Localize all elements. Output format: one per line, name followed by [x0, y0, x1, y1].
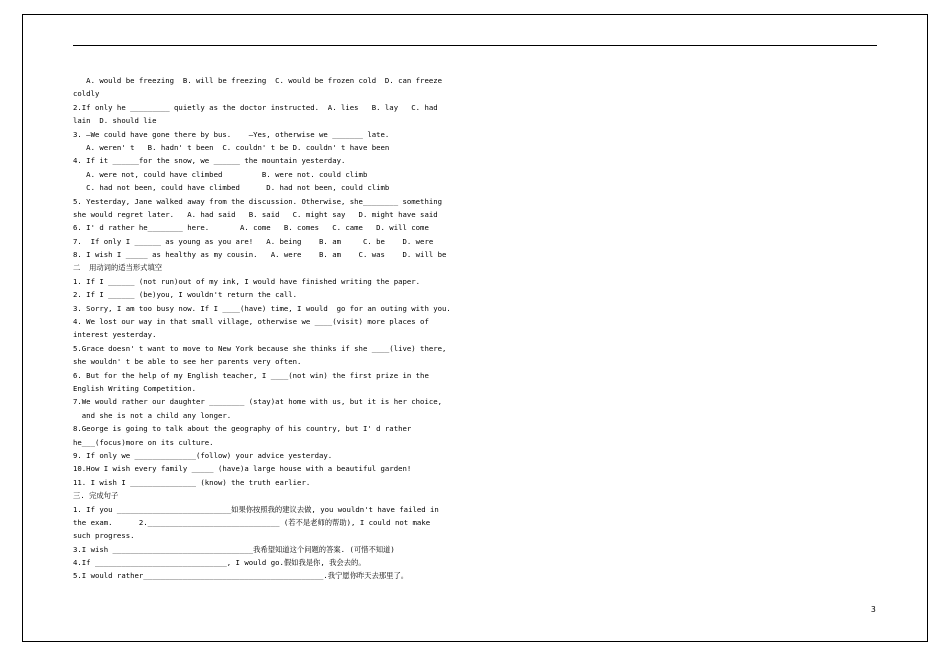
text-line: 三. 完成句子 [73, 491, 119, 501]
text-line: lain D. should lie [73, 116, 157, 126]
text-line: 4. If it ______for the snow, we ______ the mountain yesterday. [73, 156, 346, 166]
text-line: 8.George is going to talk about the geography of his country, but I' d rather [73, 424, 412, 434]
text-line: A. would be freezing B. will be freezing C. would be frozen cold D. can freeze [73, 76, 443, 85]
text-line: 7. If only I ______ as young as you are! A. being B. am C. be D. were [73, 236, 434, 246]
text-line: 3. —We could have gone there by bus. —Yes, otherwise we _______ late. [73, 129, 390, 139]
text-line: 7.We would rather our daughter ________ (stay)at home with us, but it is her choice, [73, 397, 443, 407]
text-line: she would regret later. A. had said B. said C. might say D. might have said [73, 209, 438, 219]
text-line: 3. Sorry, I am too busy now. If I ____(have) time, I would go for an outing with you. [73, 303, 451, 313]
text-line: 5. Yesterday, Jane walked away from the discussion. Otherwise, she________ something [73, 196, 443, 206]
text-line: 5.I would rather_________________________________________.我宁愿你昨天去那里了。 [73, 571, 409, 581]
text-line: C. had not been, could have climbed D. had not been, could climb [73, 183, 390, 193]
text-line: A. were not, could have climbed B. were not. could climb [73, 169, 368, 179]
text-line: 2.If only he _________ quietly as the doctor instructed. A. lies B. lay C. had [73, 102, 438, 112]
text-line: 4.If ______________________________, I would go.假如我是你, 我会去的。 [73, 558, 366, 568]
text-line: 6. But for the help of my English teacher, I ____(not win) the first prize in the [73, 370, 429, 380]
text-line: 3.I wish ________________________________我希望知道这个问题的答案. (可惜不知道) [73, 544, 395, 554]
text-line: 1. If I ______ (not run)out of my ink, I would have finished writing the paper. [73, 276, 421, 286]
text-line: 1. If you __________________________如果你按照我的建议去做, you wouldn't have failed in [73, 504, 439, 514]
text-line: 二 用动词的适当形式填空 [73, 263, 163, 273]
text-line: and she is not a child any longer. [73, 410, 232, 420]
text-line: he___(focus)more on its culture. [73, 437, 214, 447]
text-line: 2. If I ______ (be)you, I wouldn't return the call. [73, 290, 298, 300]
text-line: 9. If only we ______________(follow) your advice yesterday. [73, 450, 333, 460]
text-line: 6. I' d rather he________ here. A. come B. comes C. came D. will come [73, 223, 429, 233]
text-line: 4. We lost our way in that small village, otherwise we ____(visit) more places of [73, 317, 429, 327]
text-line: 10.How I wish every family _____ (have)a large house with a beautiful garden! [73, 464, 412, 474]
text-line: she wouldn' t be able to see her parents very often. [73, 357, 302, 367]
text-line: such progress. [73, 531, 135, 541]
text-line: English Writing Competition. [73, 383, 197, 393]
document-body [73, 74, 473, 583]
text-line: A. weren' t B. hadn' t been C. couldn' t be D. couldn' t have been [73, 142, 390, 152]
text-line: interest yesterday. [73, 330, 157, 340]
text-line: the exam. 2.______________________________ (若不是老师的帮助), I could not make [73, 517, 431, 527]
header-rule [73, 45, 877, 46]
text-line: 5.Grace doesn' t want to move to New York because she thinks if she ____(live) there, [73, 343, 447, 353]
page-number: 3 [871, 605, 876, 614]
text-line: 8. I wish I _____ as healthy as my cousin. A. were B. am C. was D. will be [73, 250, 447, 260]
text-line: 11. I wish I _______________ (know) the truth earlier. [73, 477, 311, 487]
text-line: coldly [73, 89, 100, 99]
